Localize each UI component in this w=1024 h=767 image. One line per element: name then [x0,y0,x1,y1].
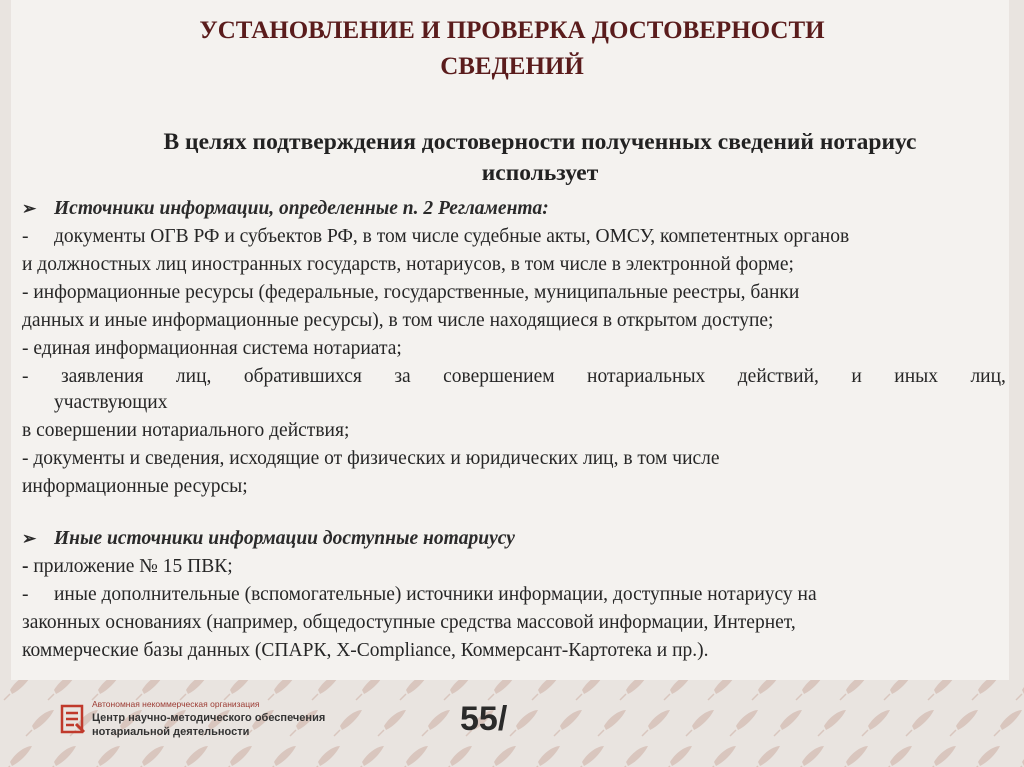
quill-pen-icon [4,746,32,767]
list-item [22,554,233,580]
section2-heading-text: Иные источники информации доступные нотариусу [54,528,515,549]
list-item-cont: коммерческие базы данных (СПАРК, X-Compliance, Коммерсант-Картотека и пр.). [22,640,709,661]
document-logo-icon [60,704,86,734]
quill-pen-icon [48,746,76,767]
quill-pen-icon [400,746,428,767]
page-number: 55/ [460,700,508,738]
page-title: УСТАНОВЛЕНИЕ И ПРОВЕРКА ДОСТОВЕРНОСТИ [199,17,825,44]
quill-pen-icon [730,710,758,736]
org-name: Центр научно-методического обеспечения [92,712,326,724]
list-item [22,224,849,250]
quill-pen-icon [664,746,692,767]
list-item: - информационные ресурсы (федеральные, государственные, муниципальные реестры, банки [22,282,800,303]
page-title-line2: СВЕДЕНИЙ [440,53,584,80]
quill-pen-icon [356,746,384,767]
list-item-cont: данных и иные информационные ресурсы), в том числе находящиеся в открытом доступе; [22,310,774,331]
quill-pen-icon [510,710,538,736]
quill-pen-icon [598,710,626,736]
quill-pen-icon [818,710,846,736]
quill-pen-icon [378,710,406,736]
justified-word: - [22,366,29,387]
justified-word: совершением [443,366,555,387]
arrow-bullet-icon: ➢ [22,529,37,548]
quill-pen-icon [444,746,472,767]
list-item-cont: законных основаниях (например, общедоступные средства массовой информации, Интернет, [22,612,796,633]
quill-pen-icon [532,746,560,767]
quill-pen-icon [576,746,604,767]
list-item-cont: участвующих [54,392,168,413]
justified-word: нотариальных [587,366,706,387]
quill-pen-icon [884,746,912,767]
org-name-line2: нотариальной деятельности [92,726,250,738]
quill-pen-icon [840,746,868,767]
quill-pen-icon [796,746,824,767]
justified-word: заявления [60,366,144,387]
quill-pen-icon [752,746,780,767]
list-item-cont: в совершении нотариального действия; [22,420,350,441]
dash: - [22,556,29,577]
justified-word: и [851,366,862,387]
quill-pen-icon [334,710,362,736]
justified-word: лиц, [175,366,212,387]
justified-word: обратившихся [243,366,362,387]
quill-pen-icon [180,746,208,767]
list-item-text: документы ОГВ РФ и субъектов РФ, в том числе судебные акты, ОМСУ, компетентных органов [54,226,850,247]
quill-pen-icon [26,710,54,736]
quill-pen-icon [1016,674,1024,700]
quill-pen-icon [774,710,802,736]
list-item-cont: информационные ресурсы; [22,476,248,497]
quill-pen-icon [862,710,890,736]
dash: - [22,584,29,605]
quill-pen-icon [708,746,736,767]
quill-pen-icon [224,746,252,767]
quill-pen-icon [994,710,1022,736]
arrow-bullet-icon: ➢ [22,199,37,218]
list-item-text: приложение № 15 ПВК; [28,556,233,577]
dash: - [22,226,29,247]
list-item [22,582,817,608]
justified-word: за [394,366,411,387]
section1-heading-text: Источники информации, определенные п. 2 Регламента: [54,198,549,219]
list-item: - документы и сведения, исходящие от физических и юридических лиц, в том числе [22,448,720,469]
list-item: - единая информационная система нотариата; [22,338,402,359]
quill-pen-icon [972,746,1000,767]
list-item-cont: и должностных лиц иностранных государств, нотариусов, в том числе в электронной форме; [22,254,794,275]
org-type-label: Автономная некоммерческая организация [92,699,260,709]
quill-pen-icon [620,746,648,767]
subtitle: В целях подтверждения достоверности полученных сведений нотариус [163,129,917,155]
quill-pen-icon [1016,746,1024,767]
justified-word: иных [894,366,938,387]
list-item-text: иные дополнительные (вспомогательные) источники информации, доступные нотариусу на [54,584,817,605]
quill-pen-icon [554,710,582,736]
section1-heading [22,196,549,222]
quill-pen-icon [928,746,956,767]
quill-pen-icon [686,710,714,736]
quill-pen-icon [488,746,516,767]
quill-pen-icon [268,746,296,767]
quill-pen-icon [642,710,670,736]
quill-pen-icon [92,746,120,767]
justified-word: лиц, [970,366,1006,387]
quill-pen-icon [906,710,934,736]
justified-word: действий, [737,366,819,387]
subtitle-line2: использует [481,160,599,186]
quill-pen-icon [950,710,978,736]
section2-heading [22,526,515,552]
list-item-justified [22,364,1006,390]
quill-pen-icon [422,710,450,736]
quill-pen-icon [136,746,164,767]
quill-pen-icon [312,746,340,767]
